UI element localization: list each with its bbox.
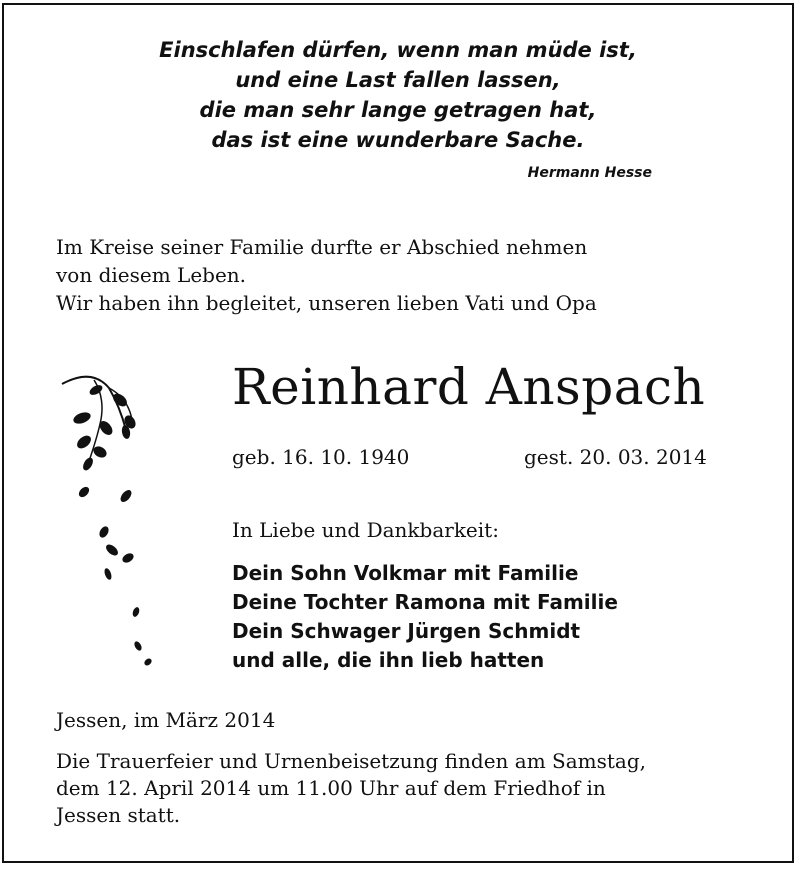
service-line: Die Trauerfeier und Urnenbeisetzung finden am Samstag,: [56, 749, 646, 773]
poem-line: die man sehr lange getragen hat,: [199, 98, 597, 122]
death-date: gest. 20. 03. 2014: [524, 445, 707, 469]
intro-line: von diesem Leben.: [56, 263, 247, 287]
deceased-name: Reinhard Anspach: [232, 358, 706, 416]
mourner: Dein Sohn Volkmar mit Familie: [232, 561, 579, 585]
service-info: [56, 748, 761, 829]
thanks-line: In Liebe und Dankbarkeit:: [232, 518, 499, 542]
falling-leaves-icon: [54, 370, 164, 680]
place-date: Jessen, im März 2014: [56, 708, 276, 732]
birth-date: geb. 16. 10. 1940: [232, 445, 410, 469]
poem-author: Hermann Hesse: [527, 165, 652, 181]
service-line: dem 12. April 2014 um 11.00 Uhr auf dem Friedhof in: [56, 776, 606, 800]
mourner: und alle, die ihn lieb hatten: [232, 648, 545, 672]
intro-line: Wir haben ihn begleitet, unseren lieben Vati und Opa: [56, 291, 597, 315]
obituary-notice: [2, 3, 794, 863]
intro-text: [56, 233, 716, 317]
poem-line: Einschlafen dürfen, wenn man müde ist,: [159, 38, 637, 62]
poem: [4, 35, 792, 155]
mourner: Deine Tochter Ramona mit Familie: [232, 590, 618, 614]
intro-line: Im Kreise seiner Familie durfte er Abschied nehmen: [56, 235, 588, 259]
service-line: Jessen statt.: [56, 803, 181, 827]
mourner: Dein Schwager Jürgen Schmidt: [232, 619, 581, 643]
mourners-list: [232, 559, 618, 675]
poem-line: das ist eine wunderbare Sache.: [211, 128, 585, 152]
poem-line: und eine Last fallen lassen,: [235, 68, 561, 92]
